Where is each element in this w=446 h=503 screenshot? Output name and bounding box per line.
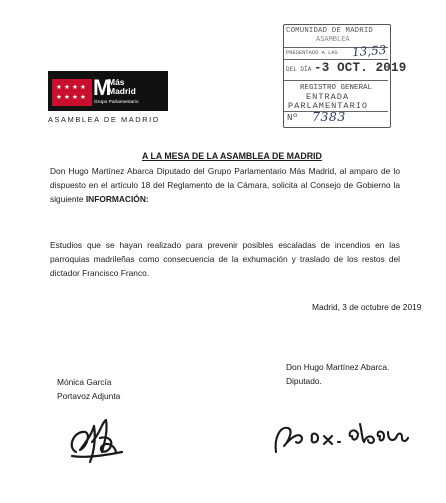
- letter-heading: A LA MESA DE LA ASAMBLEA DE MADRID: [142, 151, 322, 161]
- stamp-parliament-line: PARLAMENTARIO: [288, 101, 369, 111]
- stamp-number: 7383: [312, 109, 346, 124]
- stamp-divider: [284, 80, 388, 81]
- signer-left-name: Mónica García: [57, 377, 112, 387]
- signer-left-role: Portavoz Adjunta: [57, 391, 121, 401]
- stamp-top-line: COMUNIDAD DE MADRID: [286, 27, 373, 35]
- paragraph-1-text: Don Hugo Martínez Abarca Diputado del Grupo Parlamentario Más Madrid, al amparo de lo dispuesto en el artículo 18 del Reglamento de la Cámara, solicita al Consejo de Gobierno la siguiente: [50, 166, 400, 204]
- signer-right-name: Don Hugo Martínez Abarca.: [286, 362, 390, 372]
- logo-name-line1: Más: [108, 77, 125, 87]
- stamp-presented-time: 13,53: [351, 42, 387, 60]
- signature-left-image: [62, 412, 132, 470]
- signature-right-image: [262, 402, 412, 458]
- paragraph-1-bold: INFORMACIÓN:: [85, 194, 149, 204]
- madrid-flag-icon: ★ ★ ★ ★ ★ ★ ★ ★: [52, 79, 92, 106]
- logo-mark: M: [93, 75, 112, 100]
- stamp-day-label: DEL DÍA: [286, 66, 312, 73]
- stamp-number-label: Nº: [287, 113, 298, 123]
- logo-subtitle: Grupo Parlamentario: [94, 100, 139, 105]
- stamp-date: -3 OCT. 2019: [314, 61, 407, 75]
- stamp-entry-line: ENTRADA: [306, 92, 350, 102]
- letter-paragraph-1: [50, 164, 400, 206]
- stamp-presented-label: PRESENTADO A LAS: [286, 50, 338, 56]
- stamp-sub-line: ASAMBLEA: [316, 36, 350, 44]
- logo-name: [108, 78, 148, 95]
- stamp-divider: [284, 59, 388, 60]
- logo-name-line2: Madrid: [108, 85, 136, 96]
- letter-paragraph-2: Estudios que se hayan realizado para prevenir posibles escaladas de incendios en las parroquias madrileñas como consecuencia de la exhumación y traslado de los restos del dictador Francisco Franco.: [50, 240, 400, 278]
- assembly-name: ASAMBLEA DE MADRID: [48, 115, 160, 124]
- signer-right-role: Diputado.: [286, 376, 322, 386]
- stamp-registry-line: REGISTRO GENERAL: [300, 84, 373, 92]
- place-date: Madrid, 3 de octubre de 2019: [312, 302, 422, 312]
